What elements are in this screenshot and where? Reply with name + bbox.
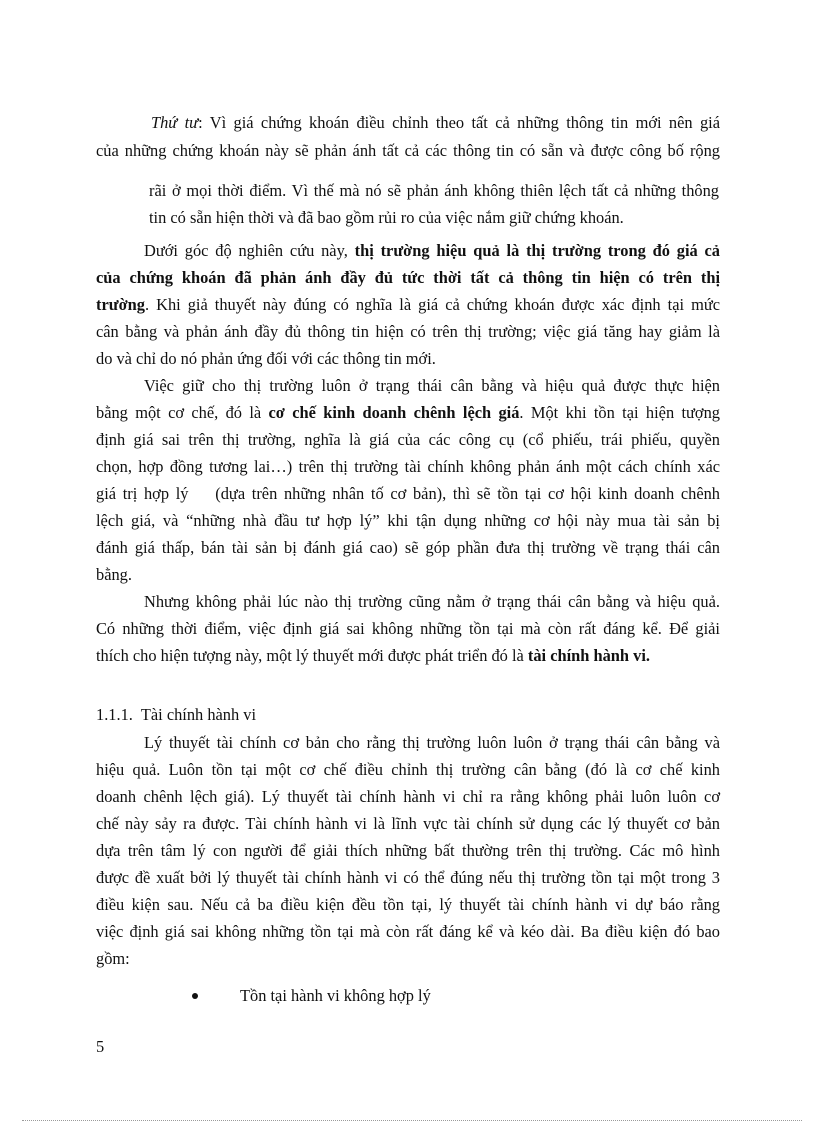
para5-line8: việc định giá sai không những tồn tại mà còn rất đáng kể và kéo dài. Ba điều kiện đó bao bbox=[96, 922, 720, 941]
para1-line1 bbox=[151, 113, 720, 133]
para2-line2: của chứng khoán đã phản ánh đầy đủ tức thời tất cả thông tin hiện có trên thị bbox=[96, 268, 720, 287]
para2-line5: do và chỉ do nó phản ứng đối với các thông tin mới. bbox=[96, 349, 436, 368]
para3-line3: định giá sai trên thị trường, nghĩa là giá của các công cụ (cổ phiếu, trái phiếu, quyền bbox=[96, 430, 720, 449]
section-heading bbox=[96, 705, 256, 725]
para4-line1: Nhưng không phải lúc nào thị trường cũng nằm ở trạng thái cân bằng và hiệu quả. bbox=[144, 592, 720, 611]
para2-line1-bold: thị trường hiệu quả là thị trường trong đó giá cả bbox=[354, 241, 720, 260]
para5-line3: doanh chênh lệch giá). Lý thuyết tài chính hành vi chỉ ra rằng không phải luôn luôn cơ bbox=[96, 787, 720, 806]
para2-line3 bbox=[96, 295, 720, 315]
para3-line2-rest: . Một khi tồn tại hiện tượng bbox=[519, 403, 720, 422]
para3-line2 bbox=[96, 403, 720, 423]
footer-divider bbox=[22, 1120, 802, 1121]
para3-line7: đánh giá thấp, bán tài sản bị đánh giá cao) sẽ góp phần đưa thị trường về trạng thái cân bbox=[96, 538, 720, 557]
para1-line1-text: : Vì giá chứng khoán điều chỉnh theo tất cả những thông tin mới nên giá bbox=[198, 113, 721, 132]
section-number: 1.1.1. bbox=[96, 705, 133, 724]
para1-line3: rãi ở mọi thời điểm. Vì thế mà nó sẽ phản ánh không thiên lệch tất cả những thông bbox=[149, 181, 719, 200]
para3-line4: chọn, hợp đồng tương lai…) trên thị trường tài chính không phản ánh một cách chính xác bbox=[96, 457, 720, 476]
para2-line4: cân bằng và phản ánh đầy đủ thông tin hiện có trên thị trường; việc giá tăng hay giảm là bbox=[96, 322, 720, 341]
para5-line1: Lý thuyết tài chính cơ bản cho rằng thị trường luôn luôn ở trạng thái cân bằng và bbox=[144, 733, 720, 752]
para1-lead-italic: Thứ tư bbox=[151, 113, 199, 132]
para2-line1 bbox=[144, 241, 720, 261]
para1-line2: của những chứng khoán này sẽ phản ánh tất cả các thông tin có sẵn và được công bố rộng bbox=[96, 141, 720, 160]
para5-line6: được đề xuất bởi lý thuyết tài chính hành vi có thể đúng nếu thị trường tồn tại một trong 3 bbox=[96, 868, 720, 887]
para2-line3-text: . Khi giả thuyết này đúng có nghĩa là giá cả chứng khoán được xác định tại mức bbox=[144, 295, 720, 314]
para4-line3 bbox=[96, 646, 650, 666]
para3-line2-bold: cơ chế kinh doanh chênh lệch giá bbox=[268, 403, 520, 422]
bullet-dot bbox=[192, 993, 198, 999]
para2-line1-text: Dưới góc độ nghiên cứu này, bbox=[144, 241, 355, 260]
para3-line5: giá trị hợp lý (dựa trên những nhân tố cơ bản), thì sẽ tồn tại cơ hội kinh doanh chênh bbox=[96, 484, 720, 503]
bullet-item: Tồn tại hành vi không hợp lý bbox=[240, 986, 431, 1005]
para5-line5: dựa trên tâm lý con người để giải thích những bất thường trên thị trường. Các mô hình bbox=[96, 841, 720, 860]
para5-line2: hiệu quả. Luôn tồn tại một cơ chế điều chỉnh thị trường cân bằng (đó là cơ chế kinh bbox=[96, 760, 720, 779]
para1-line4: tin có sẵn hiện thời và đã bao gồm rủi ro của việc nắm giữ chứng khoán. bbox=[149, 208, 624, 227]
para5-line7: điều kiện sau. Nếu cả ba điều kiện đều tồn tại, lý thuyết tài chính hành vi dự báo rằng bbox=[96, 895, 720, 914]
para5-line4: chế này sảy ra được. Tài chính hành vi là lĩnh vực tài chính sử dụng các lý thuyết cơ bản bbox=[96, 814, 720, 833]
para4-line3-text: thích cho hiện tượng này, một lý thuyết mới được phát triển đó là bbox=[96, 646, 528, 665]
section-title: Tài chính hành vi bbox=[140, 705, 257, 724]
para3-line2-text: bằng một cơ chế, đó là bbox=[96, 403, 269, 422]
para2-line3-bold: trường bbox=[96, 295, 145, 314]
para5-line9: gồm: bbox=[96, 949, 130, 968]
para3-line6: lệch giá, và “những nhà đầu tư hợp lý” khi tận dụng những cơ hội này mua tài sản bị bbox=[96, 511, 720, 530]
para4-line3-bold: tài chính hành vi. bbox=[527, 646, 650, 665]
para4-line2: Có những thời điểm, việc định giá sai không những tồn tại mà còn rất đáng kể. Để giải bbox=[96, 619, 720, 638]
para3-line1: Việc giữ cho thị trường luôn ở trạng thái cân bằng và hiệu quả được thực hiện bbox=[144, 376, 720, 395]
para3-line8: bằng. bbox=[96, 565, 132, 584]
page-number: 5 bbox=[96, 1037, 105, 1056]
